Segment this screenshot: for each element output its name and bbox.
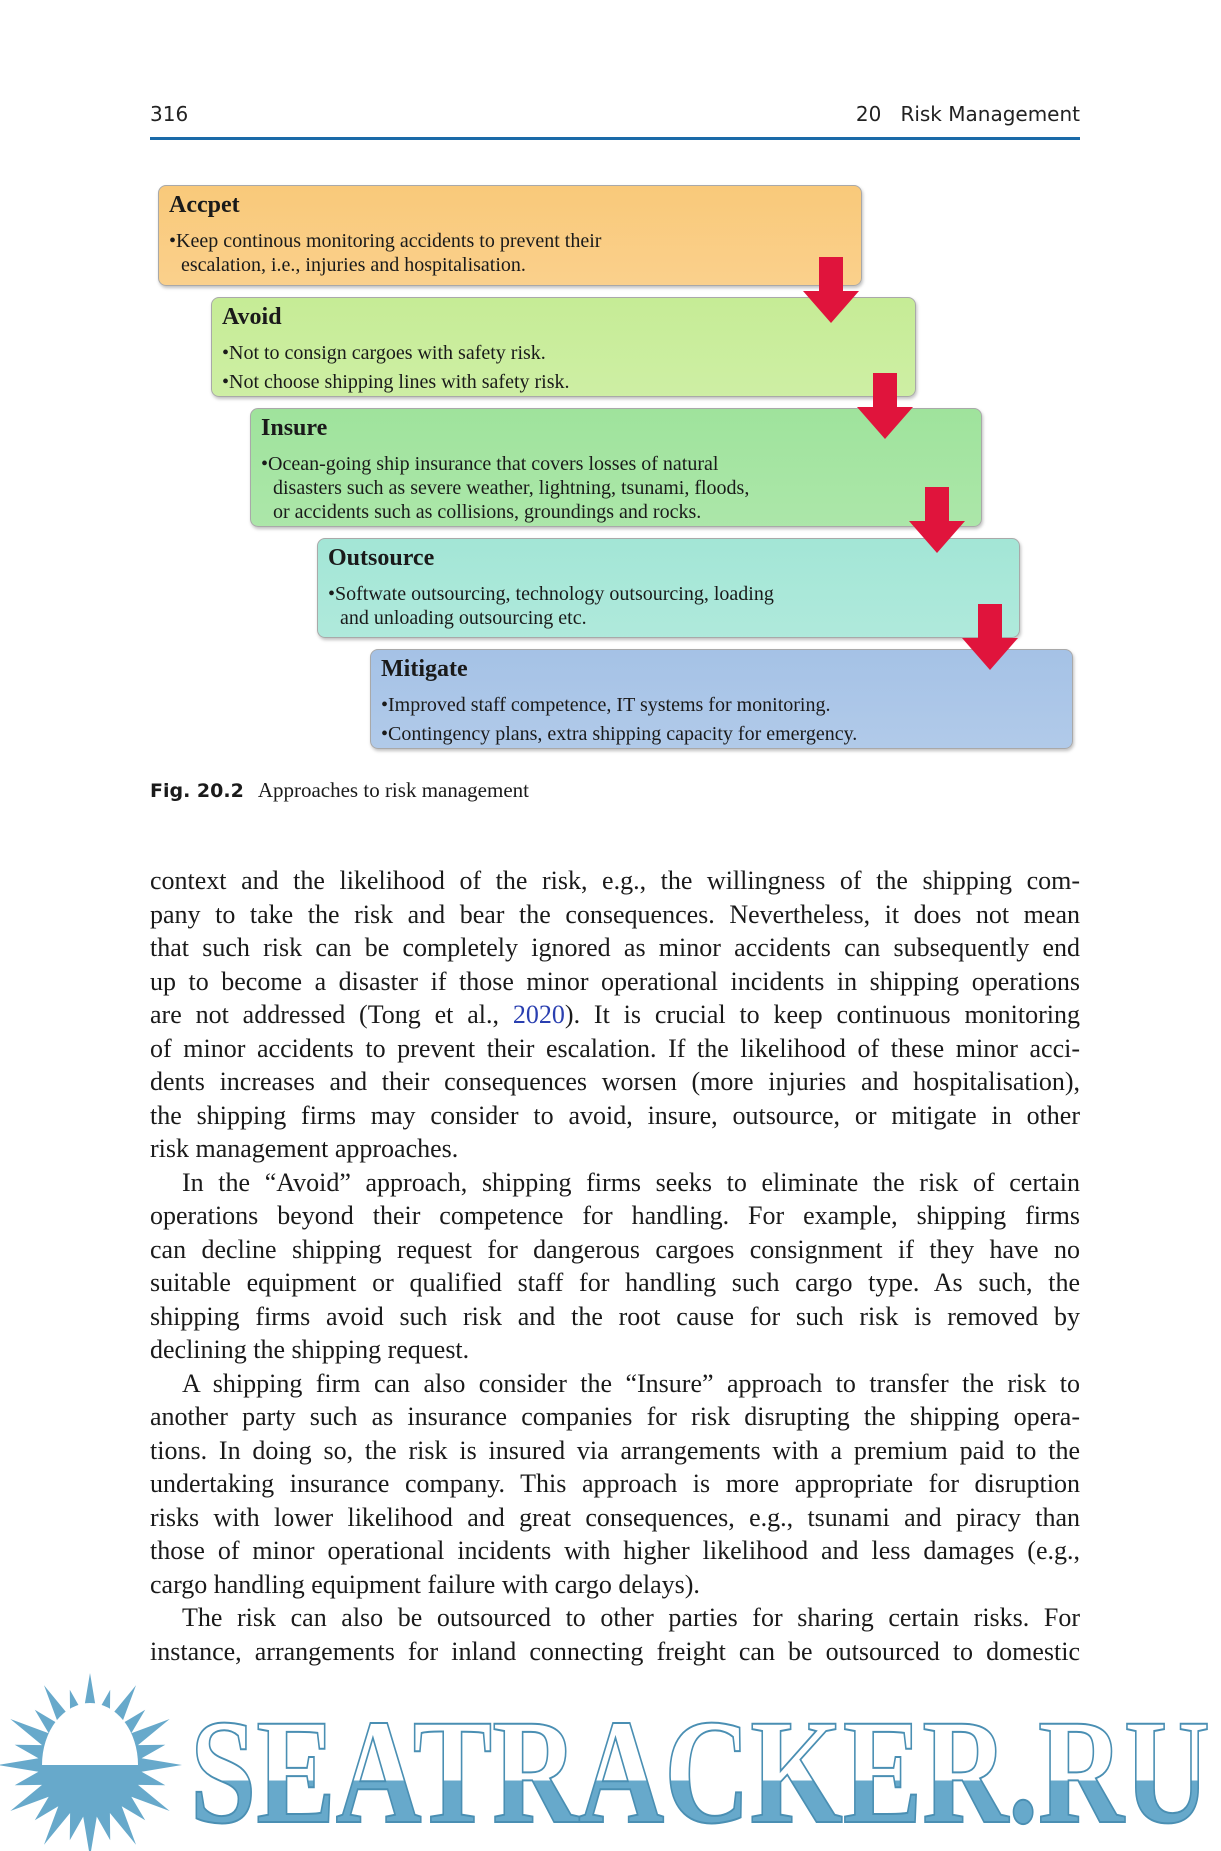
down-arrow-icon [857, 373, 913, 439]
text-line: The risk can also be outsourced to other parties for sharing certain risks. For [182, 1603, 1080, 1632]
text-line: that such risk can be completely ignored as minor accidents can subsequently end [150, 933, 1080, 962]
watermark-text: SEATRACKER.RU [190, 1689, 1210, 1851]
sun-icon [0, 1673, 182, 1851]
box-text-line: escalation, i.e., injuries and hospitalisation. [181, 254, 526, 276]
text-line: those of minor operational incidents with higher likelihood and less damages (e.g., [150, 1536, 1080, 1565]
text-line: tions. In doing so, the risk is insured via arrangements with a premium paid to the [150, 1435, 1080, 1465]
caption-label: Fig. 20.2 [150, 780, 244, 802]
text-line: risk management approaches. [150, 1134, 459, 1163]
chapter-title: Risk Management [900, 102, 1080, 126]
chapter-number: 20 [855, 102, 882, 126]
text-segment: are not addressed (Tong et al., [150, 1000, 513, 1029]
text-line: up to become a disaster if those minor operational incidents in shipping operations [150, 966, 1080, 996]
text-segment: ). It is crucial to keep continuous monitoring [564, 1000, 1080, 1029]
text-line: pany to take the risk and bear the consequences. Nevertheless, it does not mean [150, 899, 1080, 929]
box-text-line: •Ocean-going ship insurance that covers losses of natural [261, 453, 719, 475]
body-text [150, 864, 1080, 1668]
box-text-line: •Improved staff competence, IT systems for monitoring. [381, 694, 831, 716]
box-title: Outsource [328, 545, 435, 571]
page-number: 316 [150, 102, 189, 126]
text-line: context and the likelihood of the risk, e.g., the willingness of the shipping com- [150, 866, 1080, 895]
text-line [150, 998, 1080, 1032]
text-line: of minor accidents to prevent their escalation. If the likelihood of these minor acci- [150, 1033, 1080, 1063]
text-line: another party such as insurance companies for risk disrupting the shipping opera- [150, 1402, 1080, 1431]
figure-caption [150, 778, 529, 803]
text-line: suitable equipment or qualified staff for handling such cargo type. As such, the [150, 1268, 1080, 1297]
text-line: operations beyond their competence for handling. For example, shipping firms [150, 1201, 1080, 1230]
down-arrow-icon [909, 487, 965, 553]
box-text-line: •Keep continous monitoring accidents to prevent their [169, 230, 602, 252]
box-text-line: or accidents such as collisions, groundings and rocks. [273, 501, 702, 523]
diagram-box-accpet [158, 185, 862, 286]
text-line: can decline shipping request for dangerous cargoes consignment if they have no [150, 1234, 1080, 1264]
citation-link[interactable]: 2020 [512, 1000, 565, 1029]
box-text-line: •Not to consign cargoes with safety risk. [222, 342, 546, 364]
text-line: A shipping firm can also consider the “Insure” approach to transfer the risk to [182, 1368, 1080, 1398]
box-text-line: and unloading outsourcing etc. [340, 607, 587, 629]
text-line: dents increases and their consequences worsen (more injuries and hospitalisation), [150, 1067, 1080, 1096]
box-text-line: •Softwate outsourcing, technology outsourcing, loading [328, 583, 774, 605]
text-line: In the “Avoid” approach, shipping firms seeks to eliminate the risk of certain [182, 1167, 1080, 1197]
text-line: undertaking insurance company. This approach is more appropriate for disruption [150, 1469, 1080, 1498]
text-line: instance, arrangements for inland connecting freight can be outsourced to domestic [150, 1636, 1080, 1666]
box-title: Accpet [169, 192, 240, 218]
text-line: declining the shipping request. [150, 1335, 470, 1364]
box-title: Mitigate [381, 656, 468, 682]
text-line: cargo handling equipment failure with cargo delays). [150, 1569, 700, 1599]
down-arrow-icon [803, 257, 859, 323]
box-text-line: •Contingency plans, extra shipping capacity for emergency. [381, 723, 858, 745]
box-title: Avoid [222, 304, 282, 330]
box-text-line: disasters such as severe weather, lightning, tsunami, floods, [273, 477, 750, 499]
header-rule [150, 137, 1080, 140]
box-text-line: •Not choose shipping lines with safety risk. [222, 371, 570, 393]
running-header [856, 102, 1080, 126]
text-line: shipping firms avoid such risk and the root cause for such risk is removed by [150, 1301, 1080, 1331]
caption-text: Approaches to risk management [257, 778, 529, 802]
text-line: the shipping firms may consider to avoid, insure, outsource, or mitigate in other [150, 1100, 1080, 1130]
box-title: Insure [261, 415, 328, 441]
seatracker-watermark-logo [0, 1670, 1221, 1851]
down-arrow-icon [962, 604, 1018, 670]
diagram-box-outsource [317, 538, 1020, 638]
text-line: risks with lower likelihood and great consequences, e.g., tsunami and piracy than [150, 1502, 1080, 1532]
